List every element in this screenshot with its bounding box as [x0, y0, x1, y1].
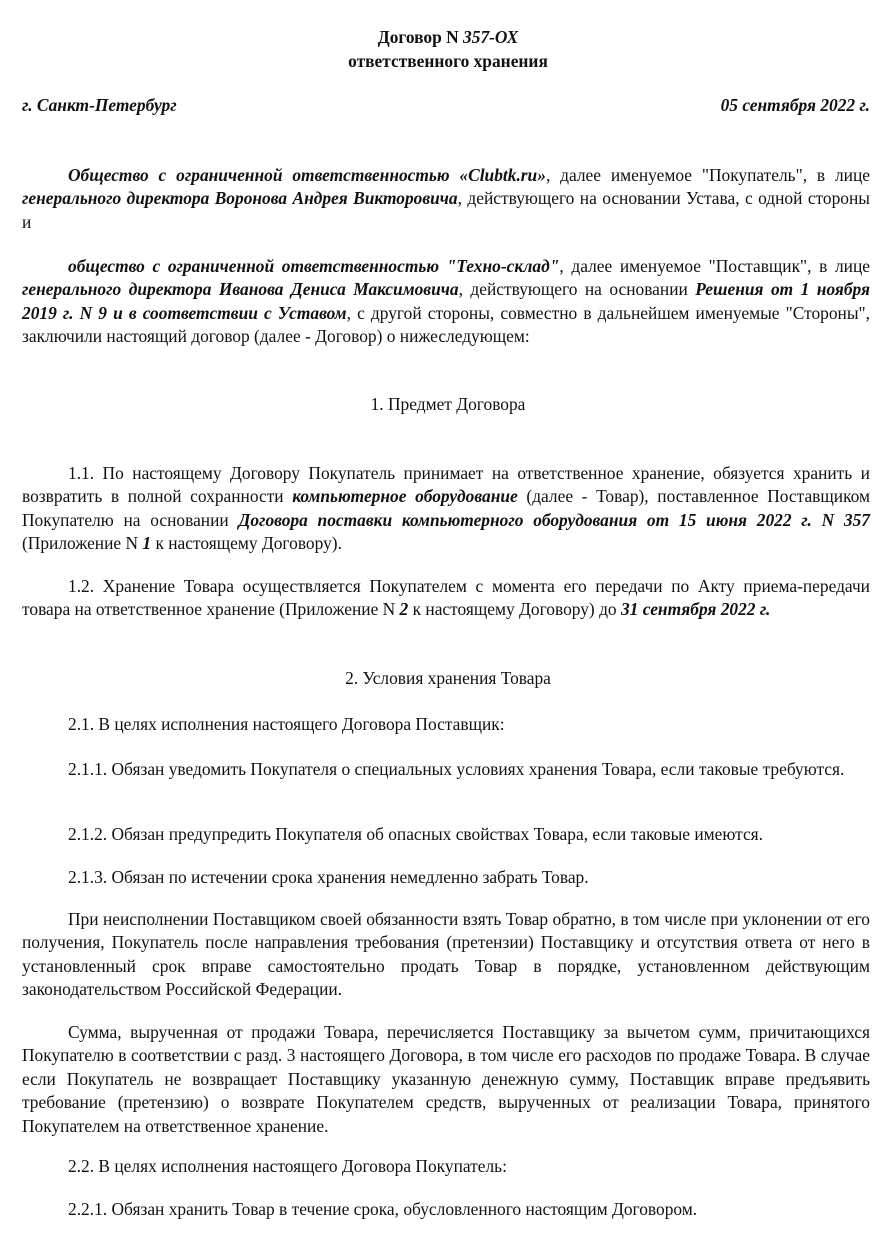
clause-non-performance: При неисполнении Поставщиком своей обязанности взять Товар обратно, в том числе при уклонении от его получения, Покупатель после направления требования (претензии) Поставщику и отсутствия ответа от него в установленный срок вправе самостоятельно продать Товар в порядке, установленном действующим законодательством Российской Федерации. — [22, 909, 870, 1000]
preamble-supplier: общество с ограниченной ответственностью "Техно-склад", далее именуемое "Поставщик", в лице генерального директора Иванова Дениса Максимовича, действующего на основании Решения от 1 ноября 2019 г. N 9 и в соответствии с Уставом, с другой стороны, совместно в дальнейшем именуемые "Стороны", заключили настоящий договор (далее - Договор) о нижеследующем: — [22, 256, 870, 347]
clause-2-1-1: 2.1.1. Обязан уведомить Покупателя о специальных условиях хранения Товара, если таковые требуются. — [68, 759, 845, 779]
appendix-number-2: 2 — [399, 599, 409, 620]
city: г. Санкт-Петербург — [22, 95, 177, 115]
title-prefix: Договор N — [377, 27, 464, 47]
document-subtitle: ответственного хранения — [348, 51, 548, 71]
clause-1-1: 1.1. По настоящему Договору Покупатель принимает на ответственное хранение, обязуется хранить и возвратить в полной сохранности компьютерное оборудование (далее - Товар), поставленное Поставщиком Покупателю на основании Договора поставки компьютерного оборудования от 15 июня 2022 г. N 357 (Приложение N 1 к настоящему Договору). — [22, 463, 871, 554]
clause-2-1-3: 2.1.3. Обязан по истечении срока хранения немедленно забрать Товар. — [68, 867, 589, 887]
supplier-org: общество с ограниченной ответственностью "Техно-склад" — [68, 256, 560, 276]
storage-end-date: 31 сентября 2022 г. — [620, 599, 771, 620]
document-title — [0, 26, 896, 49]
buyer-representative: генерального директора Воронова Андрея Викторовича — [22, 188, 458, 209]
appendix-number-1: 1 — [142, 533, 152, 554]
clause-sale-proceeds: Сумма, вырученная от продажи Товара, перечисляется Поставщику за вычетом сумм, причитающихся Покупателю в соответствии с разд. 3 настоящего Договора, в том числе его расходов по продаже Товара. В случае если Покупатель не возвращает Поставщику указанную денежную сумму, Поставщик вправе предъявить требование (претензию) о возврате Покупателем средств, вырученных от реализации Товара, принятого Покупателем на ответственное хранение. — [22, 1022, 870, 1136]
preamble-buyer: Общество с ограниченной ответственностью «Clubtk.ru», далее именуемое "Покупатель", в лице генерального директора Воронова Андрея Викторовича, действующего на основании Устава, с одной стороны и — [22, 165, 870, 232]
document-date: 05 сентября 2022 г. — [720, 95, 870, 115]
clause-2-2-1: 2.2.1. Обязан хранить Товар в течение срока, обусловленного настоящим Договором. — [68, 1199, 698, 1219]
clause-2-1-2: 2.1.2. Обязан предупредить Покупателя об опасных свойствах Товара, если таковые имеются. — [68, 824, 764, 844]
header-row — [22, 95, 870, 119]
clause-2-1: 2.1. В целях исполнения настоящего Договора Поставщик: — [68, 714, 505, 734]
contract-number: 357-ОХ — [463, 27, 519, 47]
clause-2-2: 2.2. В целях исполнения настоящего Договора Покупатель: — [68, 1156, 507, 1176]
base-contract: Договора поставки компьютерного оборудования от 15 июня 2022 г. N 357 — [238, 509, 870, 530]
clause-1-2: 1.2. Хранение Товара осуществляется Покупателем с момента его передачи по Акту приема-передачи товара на ответственное хранение (Приложение N 2 к настоящему Договору) до 31 сентября 2022 г. — [22, 576, 870, 620]
section-heading-1: 1. Предмет Договора — [370, 394, 526, 414]
stored-item: компьютерное оборудование — [292, 486, 518, 507]
supplier-basis: Решения от 1 ноября 2019 г. N 9 и в соответствии с Уставом — [22, 279, 870, 323]
supplier-representative: генерального директора Иванова Дениса Максимовича — [22, 279, 459, 300]
buyer-org: Общество с ограниченной ответственностью «Clubtk.ru» — [68, 165, 546, 185]
section-heading-2: 2. Условия хранения Товара — [345, 668, 551, 688]
